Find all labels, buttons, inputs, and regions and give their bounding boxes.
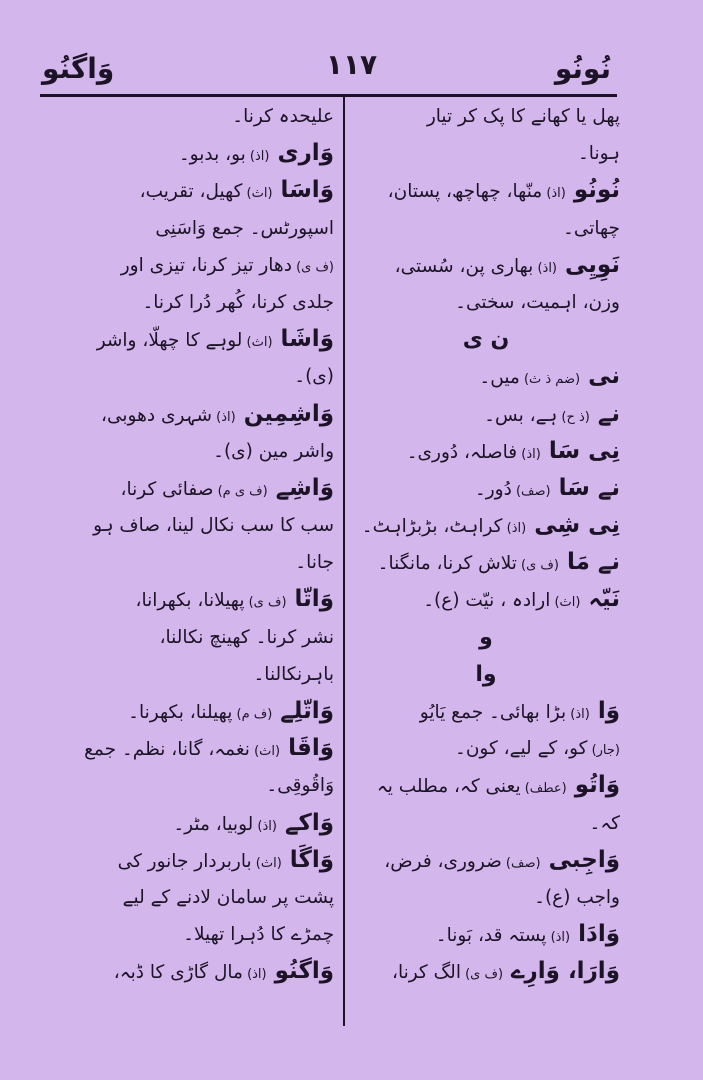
entry-line	[42, 396, 334, 433]
definition-text: پستہ قد، بَونا۔	[435, 925, 547, 947]
entry-line	[352, 879, 620, 916]
definition-text: تلاش کرنا، مانگنا۔	[377, 553, 517, 575]
definition-text: پھل یا کھانے کا پک کر تیار	[426, 106, 620, 127]
grammar-abbreviation: (اث)	[550, 595, 581, 611]
entry-line	[42, 98, 334, 135]
grammar-abbreviation: (ف ی)	[460, 967, 504, 983]
entry-line	[352, 767, 620, 804]
headword: نِی شِی	[526, 512, 620, 539]
entry-line	[42, 507, 334, 544]
headword: نے مَا	[558, 549, 620, 576]
definition-text: بو، بدبو۔	[178, 144, 246, 166]
section-heading	[352, 321, 620, 358]
grammar-abbreviation: (ف ی)	[244, 595, 287, 611]
headword: وَاکے	[276, 809, 334, 836]
entry-line	[42, 805, 334, 842]
definition-text: ہے، بس۔	[484, 404, 558, 426]
definition-text: باربردار جانور کی	[117, 850, 252, 872]
entry-line	[42, 656, 334, 693]
grammar-abbreviation: (ف ی)	[516, 558, 559, 574]
entry-line	[42, 358, 334, 395]
entry-line	[352, 842, 620, 879]
definition-text: فاصلہ، دُوری۔	[406, 441, 518, 463]
headword: نی	[580, 363, 620, 390]
entry-line	[352, 284, 620, 321]
entry-line	[42, 916, 334, 953]
headword: نے	[589, 400, 620, 427]
grammar-abbreviation: (اث)	[242, 186, 273, 202]
headword: وَاشِمِین	[235, 400, 334, 427]
definition-text: بھاری پن، سُستی،	[394, 255, 534, 277]
grammar-abbreviation: (ف م)	[232, 707, 273, 722]
definition-text: پھیلنا، بکھرنا۔	[128, 702, 233, 723]
right-column	[352, 98, 620, 991]
headword: وَارَا، وَارِے	[503, 958, 620, 985]
definition-text: صفائی کرنا،	[120, 478, 214, 500]
headword: وَاری	[269, 140, 334, 167]
grammar-abbreviation: (اث)	[249, 744, 281, 760]
grammar-abbreviation: (اذ)	[542, 186, 566, 202]
entry-line	[42, 247, 334, 284]
entry-line	[42, 210, 334, 247]
grammar-abbreviation: (ف ی م)	[213, 483, 268, 499]
definition-text: یعنی کہ، مطلب یہ	[376, 776, 521, 798]
definition-text: پھیلانا، بکھرانا،	[135, 590, 245, 612]
grammar-abbreviation: (اذ)	[212, 409, 236, 425]
definition-text: جلدی کرنا، کُھر دُرا کرنا۔	[142, 291, 334, 313]
headword: نے سَا	[550, 474, 620, 501]
definition-text: وَاقُوقِی۔	[266, 775, 334, 797]
definition-text: پشت پر سامان لادنے کے لیے	[122, 886, 334, 908]
page-number: ۱۱۷	[325, 48, 378, 81]
headword: وَاگَا	[281, 846, 334, 873]
definition-text: واشر مین (ی)۔	[213, 440, 334, 462]
entry-line	[42, 619, 334, 656]
entry-line	[352, 172, 620, 209]
definition-text: لوہے کا چھلّا، واشر	[96, 330, 243, 352]
section-heading	[352, 656, 620, 693]
entry-line	[352, 544, 620, 581]
headword: وَاجِبی	[540, 846, 620, 873]
entry-line	[42, 842, 334, 879]
grammar-abbreviation: (اذ)	[242, 967, 267, 983]
definition-text: میں۔	[479, 367, 520, 389]
entry-line	[352, 507, 620, 544]
headword: نِی سَا	[540, 437, 620, 464]
definition-text: ضروری، فرض،	[384, 850, 502, 872]
guide-word-right: نُونُو	[554, 52, 611, 85]
grammar-abbreviation: (صف)	[511, 483, 551, 499]
entry-line	[42, 730, 334, 767]
definition-text: دھار تیز کرنا، تیزی اور	[120, 254, 292, 276]
grammar-abbreviation: (ذ ح)	[557, 409, 590, 425]
entry-line	[352, 358, 620, 395]
entry-line	[42, 953, 334, 990]
headword: وَاتُو	[566, 772, 620, 799]
entry-line	[42, 581, 334, 618]
definition-text: ہونا۔	[577, 143, 620, 165]
grammar-abbreviation: (اذ)	[245, 149, 270, 165]
definition-text: دُور۔	[474, 478, 512, 500]
definition-text: کو، کے لیے، کون۔	[454, 738, 588, 760]
definition-text: سب کا سب نکال لینا، صاف ہو	[93, 515, 334, 537]
entry-line	[42, 767, 334, 804]
entry-line	[42, 879, 334, 916]
entry-line	[352, 210, 620, 247]
entry-line	[42, 470, 334, 507]
entry-line	[352, 730, 620, 767]
grammar-abbreviation: (اث)	[251, 855, 282, 871]
grammar-abbreviation: (اذ)	[517, 446, 541, 462]
section-letter: و	[479, 624, 493, 650]
section-letter: وا	[475, 661, 497, 687]
definition-text: منّھا، چھاچھ، پستان،	[387, 181, 543, 203]
grammar-abbreviation: (اذ)	[566, 707, 590, 722]
grammar-abbreviation: (عطف)	[520, 781, 567, 797]
definition-text: مال گاڑی کا ڈبہ،	[113, 962, 243, 984]
definition-text: جانا۔	[295, 552, 334, 574]
headword: وَاسَا	[272, 177, 334, 204]
entry-line	[352, 470, 620, 507]
headword: وَا	[589, 698, 620, 724]
headword: وَادَا	[570, 921, 620, 948]
grammar-abbreviation: (جار)	[587, 743, 620, 759]
definition-text: وزن، اہمیت، سختی۔	[455, 291, 620, 313]
definition-text: لوبیا، مٹر۔	[173, 813, 254, 835]
headword: نُونُو	[565, 177, 620, 204]
definition-text: چھاتی۔	[562, 217, 620, 239]
section-heading	[352, 619, 620, 656]
headword: نَوِیِی	[557, 251, 620, 278]
entry-line	[352, 247, 620, 284]
definition-text: نغمہ، گانا، نظم۔ جمع	[84, 739, 250, 761]
entry-line	[352, 693, 620, 730]
definition-text: شہری دھوبی،	[101, 404, 212, 426]
definition-text: باہرنکالنا۔	[253, 663, 334, 685]
definition-text: کراہٹ، بڑبڑاہٹ۔	[361, 516, 503, 538]
headword: وَاقَا	[280, 735, 334, 762]
entry-line	[352, 805, 620, 842]
entry-line	[42, 433, 334, 470]
definition-text: (ی)۔	[294, 366, 334, 388]
entry-line	[42, 284, 334, 321]
definition-text: بڑا بھائی۔ جمع یَایُو	[419, 702, 567, 723]
grammar-abbreviation: (صف)	[501, 855, 541, 871]
grammar-abbreviation: (اذ)	[502, 521, 527, 537]
entry-line	[352, 581, 620, 618]
grammar-abbreviation: (اث)	[242, 335, 273, 351]
entry-line	[352, 433, 620, 470]
entry-line	[42, 172, 334, 209]
headword: وَاشِے	[267, 474, 334, 501]
grammar-abbreviation: (ف ی)	[291, 259, 334, 275]
headword: وَاتّلِے	[272, 698, 334, 724]
definition-text: چمڑے کا دُہرا تھیلا۔	[183, 924, 334, 946]
entry-line	[352, 953, 620, 990]
definition-text: ارادہ ، نیّت (ع)۔	[423, 590, 551, 612]
grammar-abbreviation: (اذ)	[533, 260, 558, 276]
definition-text: علیحدہ کرنا۔	[232, 106, 334, 127]
definition-text: کھیل، تقریب،	[139, 181, 243, 203]
definition-text: کہ۔	[589, 812, 620, 834]
grammar-abbreviation: (اذ)	[253, 818, 277, 834]
headword: وَاتّا	[286, 586, 334, 613]
entry-line	[352, 98, 620, 135]
entry-line	[352, 396, 620, 433]
guide-word-left: وَاگنُو	[42, 52, 115, 85]
entry-line	[42, 693, 334, 730]
entry-line	[42, 135, 334, 172]
entry-line	[352, 916, 620, 953]
grammar-abbreviation: (اذ)	[546, 930, 571, 946]
grammar-abbreviation: (ضم ذ ث)	[519, 372, 581, 388]
definition-text: اسپورٹس۔ جمع وَاسَنِی	[155, 217, 334, 239]
left-column	[42, 98, 334, 991]
headword: وَاشَا	[272, 326, 334, 353]
headword: نَیّہ	[580, 586, 620, 613]
definition-text: الگ کرنا،	[391, 962, 461, 984]
definition-text: واجب (ع)۔	[534, 886, 620, 908]
definition-text: نشر کرنا۔ کھینچ نکالنا،	[159, 626, 334, 648]
section-letter: ن ی	[462, 327, 510, 353]
entry-line	[42, 321, 334, 358]
entry-line	[352, 135, 620, 172]
column-divider	[343, 96, 345, 1026]
headword: وَاگنُو	[266, 958, 334, 985]
header-rule	[40, 94, 617, 97]
entry-line	[42, 544, 334, 581]
